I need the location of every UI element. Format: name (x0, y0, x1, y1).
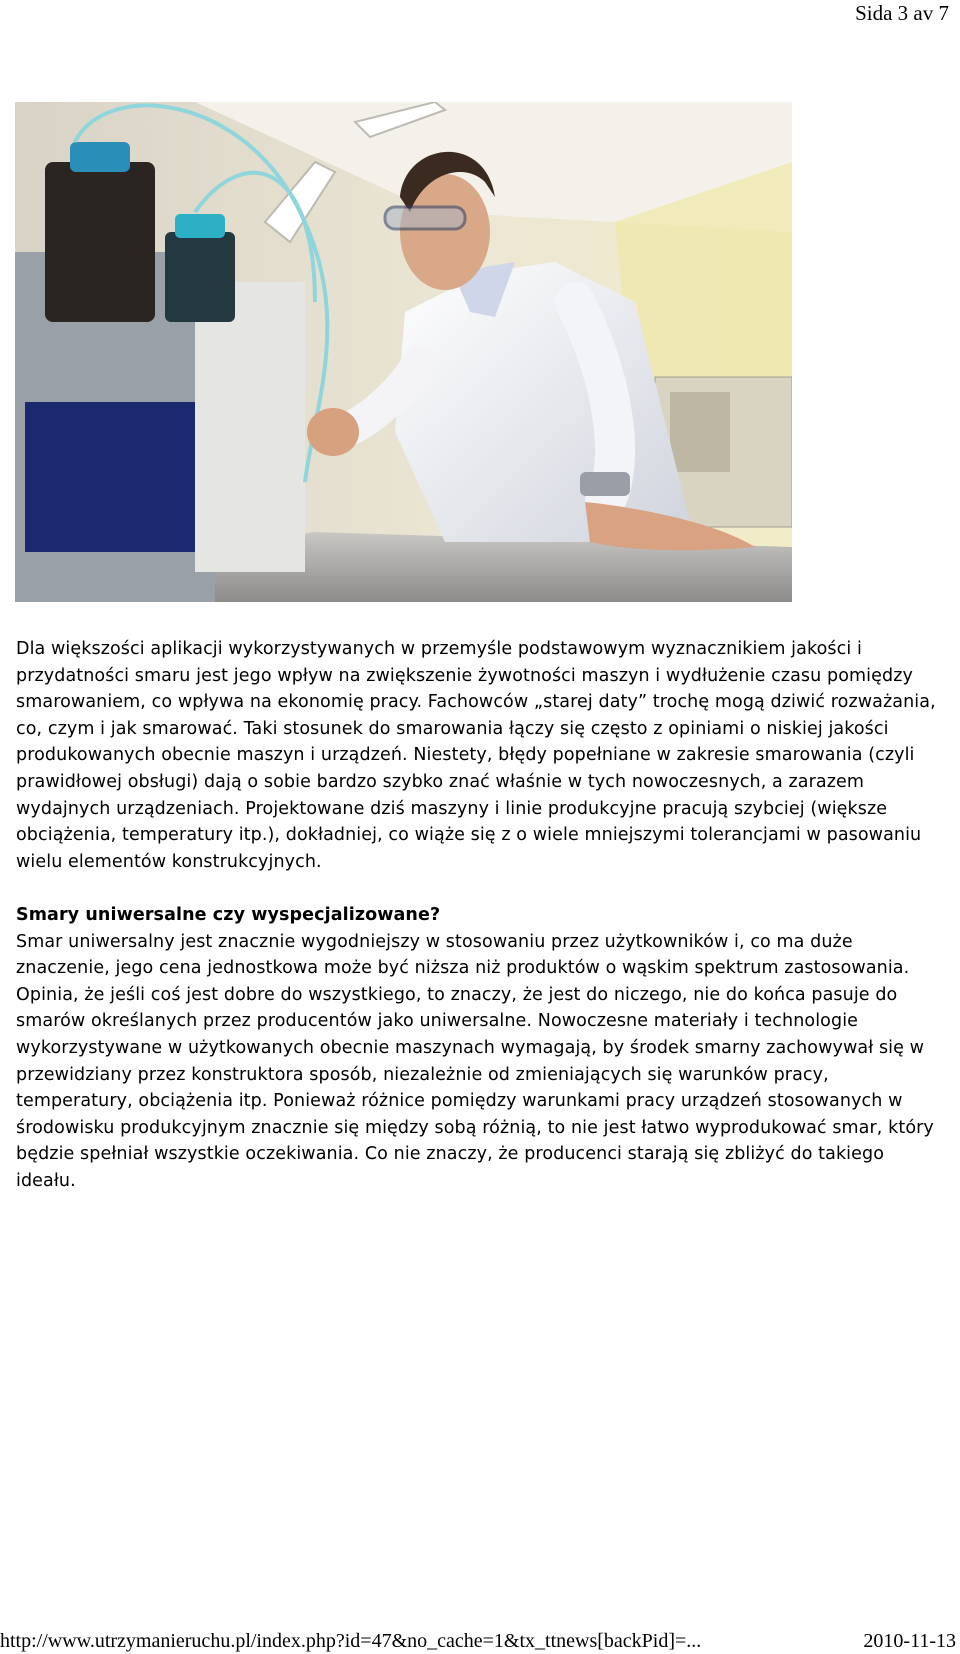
footer-url: http://www.utrzymanieruchu.pl/index.php?id=47&no_cache=1&tx_ttnews[backPid]=... (0, 1630, 702, 1652)
lab-photo (15, 102, 792, 602)
article-body (16, 636, 946, 1194)
article-paragraph: Dla większości aplikacji wykorzystywanych w przemyśle podstawowym wyznacznikiem jakości i przydatności smaru jest jego wpływ na zwiększenie żywotności maszyn i wydłużenie czasu pomiędzy smarowaniem, co wpływa na ekonomię pracy. Fachowców „starej daty” trochę mogą dziwić rozważania, co, czym i jak smarować. Taki stosunek do smarowania łączy się często z opiniami o niskiej jakości produkowanych obecnie maszyn i urządzeń. Niestety, błędy popełniane w zakresie smarowania (czyli prawidłowej obsługi) dają o sobie bardzo szybko znać właśnie w tych nowoczesnych, a zarazem wydajnych urządzeniach. Projektowane dziś maszyny i linie produkcyjne pracują szybciej (większe obciążenia, temperatury itp.), dokładniej, co wiąże się z o wiele mniejszymi tolerancjami w pasowaniu wielu elementów konstrukcyjnych. (16, 639, 936, 872)
lab-photo-icon (15, 102, 792, 602)
article-paragraph: Smar uniwersalny jest znacznie wygodniejszy w stosowaniu przez użytkowników i, co ma duże znaczenie, jego cena jednostkowa może być niższa niż produktów o wąskim spektrum zastosowania. Opinia, że jeśli coś jest dobre do wszystkiego, to znaczy, że jest do niczego, nie do końca pasuje do smarów określanych przez producentów jako uniwersalne. Nowoczesne materiały i technologie wykorzystywane w użytkowanych obecnie maszynach wymagają, by środek smarny zachowywał się w przewidziany przez konstruktora sposób, niezależnie od zmieniających się warunków pracy, temperatury, obciążenia itp. Ponieważ różnice pomiędzy warunkami pracy urządzeń stosowanych w środowisku produkcyjnym znacznie się między sobą różnią, to nie jest łatwo wyprodukować smar, który będzie spełniał wszystkie oczekiwania. Co nie znaczy, że producenci starają się zbliżyć do takiego ideału. (16, 931, 934, 1191)
page-number: Sida 3 av 7 (855, 1, 949, 25)
section-heading: Smary uniwersalne czy wyspecjalizowane? (16, 904, 441, 925)
footer-date: 2010-11-13 (863, 1630, 956, 1652)
